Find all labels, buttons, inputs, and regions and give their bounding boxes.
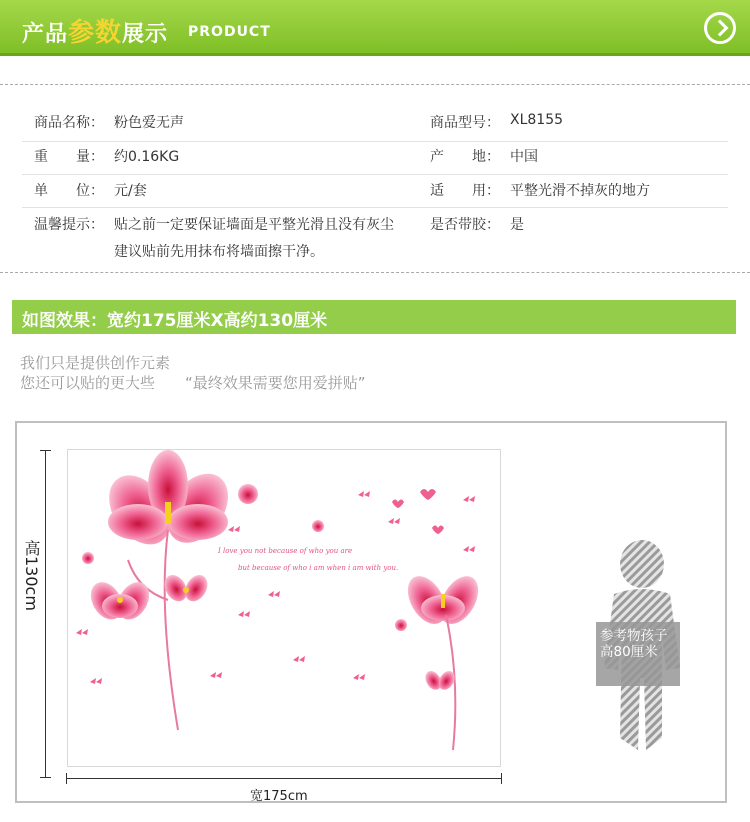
flower-icon: [84, 576, 155, 625]
divider: [0, 272, 750, 273]
dimension-tick: [501, 773, 502, 784]
spec-label: 适 用：: [430, 183, 500, 199]
title-post: 展示: [122, 22, 169, 47]
spec-label: 温馨提示：: [34, 217, 104, 233]
flower-icon: [400, 570, 486, 631]
height-dimension-line: [45, 450, 46, 778]
title-big: 参数: [68, 18, 123, 48]
spec-value: 约0.16KG: [114, 149, 180, 165]
spec-row: [0, 112, 750, 144]
spec-value: 粉色爱无声: [114, 115, 184, 131]
spec-value: 中国: [510, 149, 538, 165]
spec-value: 元/套: [114, 183, 147, 199]
spec-label: 产 地：: [430, 149, 500, 165]
spec-value: 是: [510, 217, 524, 233]
quote-line-2: but because of who i am when i am with you.: [238, 564, 399, 572]
width-dimension-line: [66, 778, 502, 779]
effect-title: 如图效果：宽约175厘米X高约130厘米: [22, 311, 328, 331]
spec-label: 是否带胶：: [430, 217, 500, 233]
spec-value-line2: 建议贴前先用抹布将墙面擦干净。: [114, 244, 324, 260]
divider: [0, 84, 750, 85]
width-label: 宽175cm: [250, 789, 308, 804]
flower-icon: [97, 450, 241, 556]
row-divider: [22, 174, 728, 175]
section-header: [0, 0, 750, 56]
section-title-en: PRODUCT: [188, 24, 271, 40]
sticker-preview: [67, 449, 501, 767]
flower-icon: [422, 668, 458, 692]
spec-value: XL8155: [510, 112, 564, 128]
spec-label: 重 量：: [34, 149, 104, 165]
dimension-tick: [40, 450, 51, 451]
flower-sticker-image: [68, 450, 502, 768]
chevron-right-circle-icon[interactable]: [704, 12, 736, 44]
effect-bar: [12, 300, 736, 334]
dimension-tick: [40, 777, 51, 778]
row-divider: [22, 141, 728, 142]
spec-label: 商品型号：: [430, 115, 500, 131]
quote-line-1: I love you not because of who you are: [218, 547, 353, 555]
note-line-1: 我们只是提供创作元素: [20, 354, 171, 372]
title-pre: 产品: [22, 22, 69, 47]
spec-label: 单 位：: [34, 183, 104, 199]
dimension-tick: [66, 773, 67, 784]
spec-value: 贴之前一定要保证墙面是平整光滑且没有灰尘: [114, 217, 394, 233]
row-divider: [22, 207, 728, 208]
height-label: 高130cm: [22, 540, 41, 611]
spec-label: 商品名称：: [34, 115, 104, 131]
reference-label: 参考物孩子高80厘米: [600, 628, 668, 660]
spec-row: [0, 214, 750, 264]
spec-value: 平整光滑不掉灰的地方: [510, 183, 650, 199]
note-line-2: 您还可以贴的更大些 “最终效果需要您用爱拼贴”: [20, 374, 366, 392]
reference-label-box: [596, 622, 680, 686]
section-title: [22, 12, 168, 49]
